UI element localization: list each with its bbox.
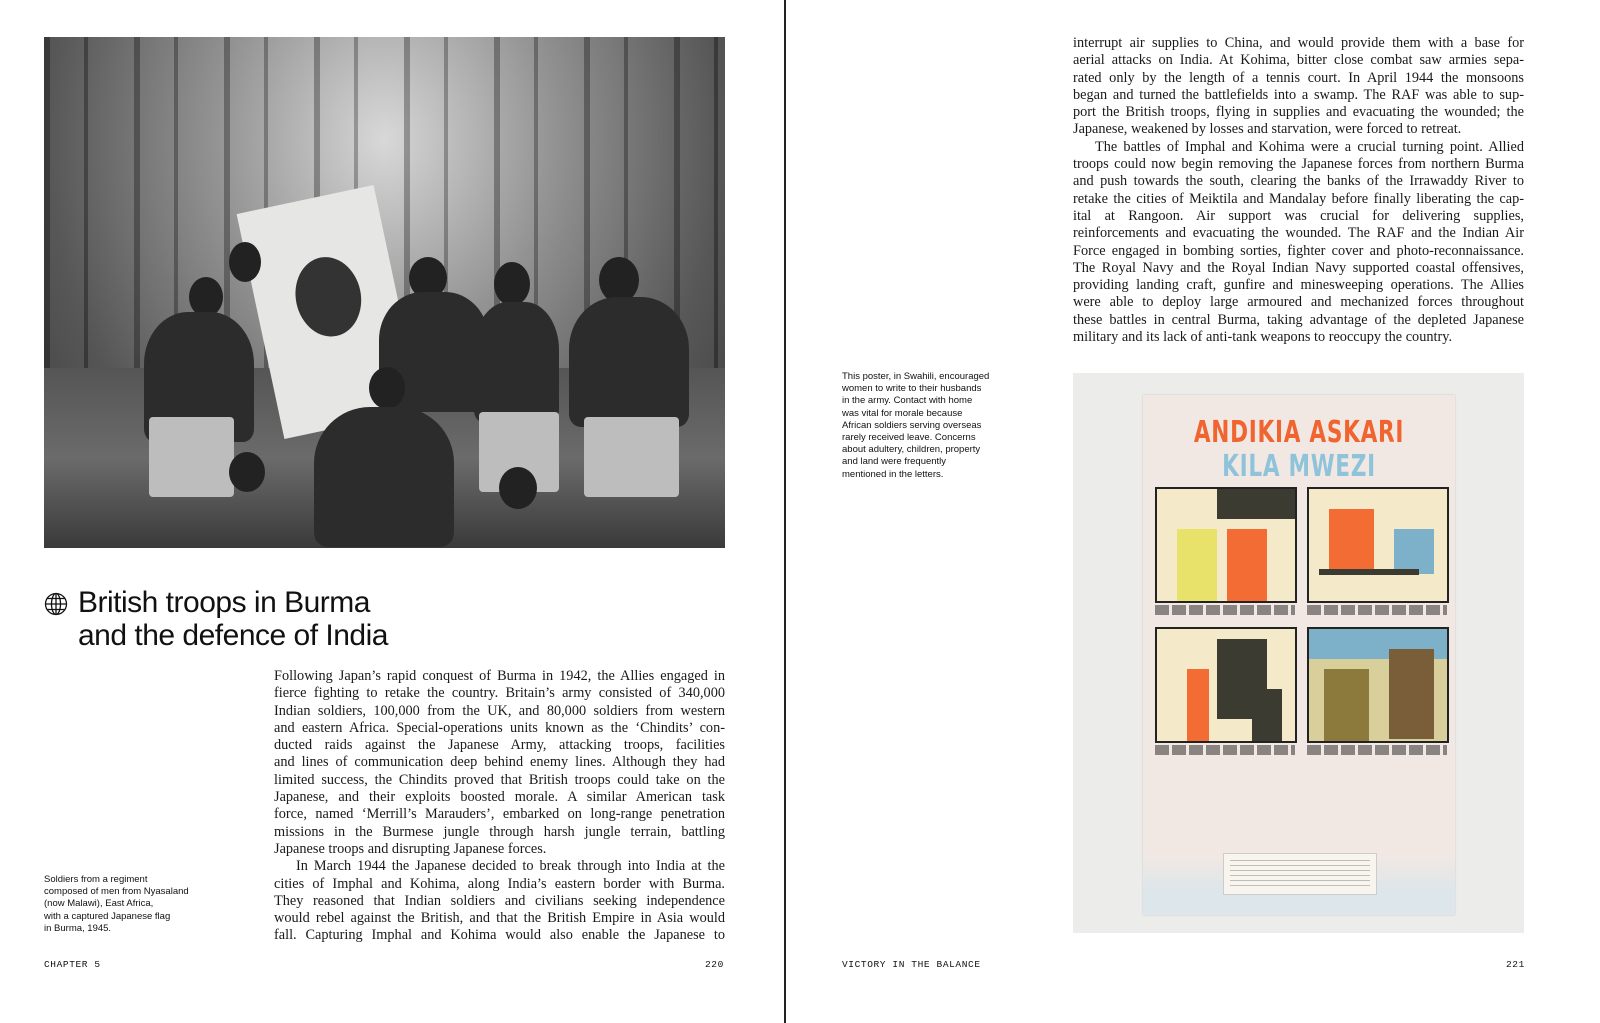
caption-line: in Burma, 1945.: [44, 922, 112, 934]
caption-line: rarely received leave. Concerns: [842, 432, 976, 444]
heading-line: and the defence of India: [78, 619, 388, 652]
text-line: force, named ‘Merrill’s Marauders’, embarked on long-range penetration: [274, 806, 725, 823]
body-text: [274, 668, 725, 945]
text-line: limited success, the Chindits proved that British troops could take on the: [274, 771, 725, 788]
text-line: and push towards the south, clearing the banks of the Irrawaddy River to: [1073, 173, 1524, 190]
text-line: Japanese, and their exploits boosted morale. A similar American task: [274, 789, 725, 806]
caption-line: in the army. Contact with home: [842, 395, 973, 407]
soldiers-photograph: [44, 37, 725, 548]
text-line: would rebel against the British, and that the British Empire in Asia would: [274, 910, 725, 927]
text-line: providing landing craft, gunfire and minesweeping operations. The Allies: [1073, 277, 1524, 294]
poster-image-frame: [1073, 373, 1524, 933]
text-line: The Royal Navy and the Royal Indian Navy supported coastal offensives,: [1073, 259, 1524, 276]
text-line: retake the cities of Meiktila and Mandalay before finally liberating the cap-: [1073, 190, 1524, 207]
running-head: VICTORY IN THE BALANCE: [842, 959, 981, 970]
caption-line: composed of men from Nyasaland: [44, 886, 189, 898]
caption-line: This poster, in Swahili, encouraged: [842, 371, 990, 382]
text-line: fierce fighting to retake the country. Britain’s army consisted of 340,000: [274, 685, 725, 702]
text-line: Following Japan’s rapid conquest of Burma in 1942, the Allies engaged in: [274, 668, 725, 684]
page-number: 221: [1506, 959, 1525, 970]
poster-title: ANDIKIA ASKARI: [1193, 415, 1405, 450]
caption-line: and land were frequently: [842, 456, 947, 468]
text-line: Indian soldiers, 100,000 from the UK, and 80,000 soldiers from western: [274, 702, 725, 719]
text-line: and lines of communication deep behind enemy lines. Although they had: [274, 754, 725, 771]
text-line: missions in the Burmese jungle through harsh jungle terrain, battling: [274, 823, 725, 840]
text-line: ital at Rangoon. Air support was crucial for delivering supplies,: [1073, 207, 1524, 224]
text-line: Japanese troops and disrupting Japanese forces.: [274, 840, 547, 857]
text-line: Force engaged in bombing sorties, fighter cover and photo-reconnaissance.: [1073, 242, 1524, 259]
poster-panel: [1155, 627, 1297, 743]
left-page: [0, 0, 784, 1023]
caption-line: Soldiers from a regiment: [44, 874, 148, 885]
text-line: interrupt air supplies to China, and would provide them with a base for: [1073, 35, 1524, 51]
text-line: cities of Imphal and Kohima, along India’s eastern border with Burma.: [274, 875, 725, 892]
caption-line: African soldiers serving overseas: [842, 419, 982, 431]
text-line: The battles of Imphal and Kohima were a crucial turning point. Allied: [1095, 138, 1524, 155]
swahili-poster: [1143, 395, 1455, 915]
text-line: ducted raids against the Japanese Army, attacking troops, facilities: [274, 737, 725, 754]
body-text: [1073, 35, 1524, 346]
globe-icon: [44, 592, 68, 616]
poster-caption: [842, 371, 989, 481]
caption-line: mentioned in the letters.: [842, 468, 944, 480]
caption-line: about adultery, children, property: [842, 444, 981, 456]
caption-line: (now Malawi), East Africa,: [44, 898, 154, 910]
text-line: began and turned the battlefields into a swamp. The RAF was able to sup-: [1073, 86, 1524, 103]
text-line: port the British troops, flying in supplies and evacuating the wounded; the: [1073, 104, 1524, 121]
running-head: CHAPTER 5: [44, 959, 101, 970]
poster-notice: [1223, 853, 1377, 895]
poster-panel: [1307, 487, 1449, 603]
heading-line: British troops in Burma: [78, 586, 370, 619]
text-line: In March 1944 the Japanese decided to break through into India at the: [296, 858, 725, 875]
text-line: They reasoned that Indian soldiers and civilians seeking independence: [274, 892, 725, 909]
poster-subtitle: KILA MWEZI: [1222, 449, 1376, 484]
text-line: troops could now begin removing the Japanese forces from northern Burma: [1073, 156, 1524, 173]
text-line: aerial attacks on India. At Kohima, bitter close combat saw armies sepa-: [1073, 52, 1524, 69]
photo-caption: [44, 874, 189, 935]
caption-line: with a captured Japanese flag: [44, 910, 171, 922]
text-line: these battles in central Burma, taking advantage of the depleted Japanese: [1073, 311, 1524, 328]
text-line: and eastern Africa. Special-operations units known as the ‘Chindits’ con-: [274, 719, 725, 736]
poster-panel: [1155, 487, 1297, 603]
caption-line: women to write to their husbands: [842, 383, 982, 395]
text-line: fall. Capturing Imphal and Kohima would also enable the Japanese to: [274, 927, 725, 944]
text-line: reinforcements and evacuating the wounded. The RAF and the Indian Air: [1073, 225, 1524, 242]
section-heading: [44, 586, 388, 652]
text-line: military and its lack of anti-tank weapons to reoccupy the country.: [1073, 329, 1453, 346]
text-line: rated only by the length of a tennis court. In April 1944 the monsoons: [1073, 69, 1524, 86]
poster-panel: [1307, 627, 1449, 743]
caption-line: was vital for morale because: [842, 407, 963, 419]
right-page: [786, 0, 1600, 1023]
text-line: were able to deploy large armoured and mechanized forces throughout: [1073, 294, 1524, 311]
page-number: 220: [705, 959, 724, 970]
text-line: Japanese, weakened by losses and starvation, were forced to retreat.: [1073, 121, 1462, 138]
